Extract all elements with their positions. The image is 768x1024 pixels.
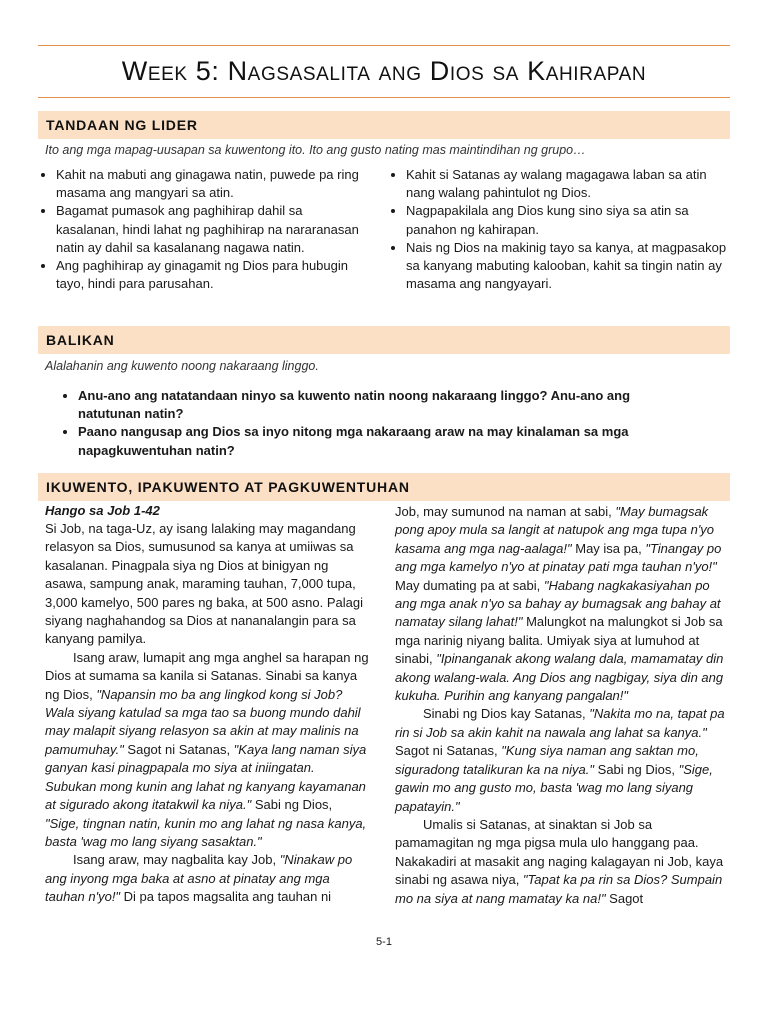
top-rule (38, 45, 730, 46)
list-item: • Kahit si Satanas ay walang magagawa laban sa atin nang walang pahintulot ng Dios. (406, 166, 733, 202)
list-item: • Kahit na mabuti ang ginagawa natin, puwede pa ring masama ang mangyari sa atin. (56, 166, 368, 202)
review-questions (60, 387, 690, 460)
story-column-right (395, 503, 725, 908)
story-paragraph: Umalis si Satanas, at sinaktan si Job sa pamamagitan ng mga pigsa mula ulo hanggang paa. Nakakadiri at masakit ang naging kalagayan ni Job, kaya sinabi ng asawa niya, "Tapat ka pa rin sa Dios? Sumpain mo na siya at nang mamatay ka na!" Sagot (395, 816, 724, 906)
title-underline (38, 97, 730, 98)
story-paragraph: Isang araw, may nagbalita kay Job, "Ninakaw po ang inyong mga baka at asno at pinatay ang mga tauhan n'yo!" Di pa tapos magsalita ang tauhan ni (45, 852, 353, 905)
list-item: • Bagamat pumasok ang paghihirap dahil sa kasalanan, hindi lahat ng paghihirap na nararanasan natin ay dahil sa kasalanang nagawa natin. (56, 202, 368, 257)
page-number: 5-1 (376, 936, 392, 948)
page-title: Week 5: Nagsasalita ang Dios sa Kahirapan (121, 56, 647, 86)
list-item: • Anu-ano ang natatandaan ninyo sa kuwento natin noong nakaraang linggo? Anu-ano ang natutunan natin? (78, 387, 690, 423)
section-header-story: IKUWENTO, IPAKUWENTO AT PAGKUWENTUHAN (38, 473, 730, 501)
story-paragraph: Sinabi ng Dios kay Satanas, "Nakita mo na, tapat pa rin si Job sa akin kahit na nawala ang lahat sa kanya." Sagot ni Satanas, "Kung siya naman ang saktan mo, siguradong tatalikuran ka na niya." Sabi ng Dios, "Sige, gawin mo ang gusto mo, basta 'wag mo lang siyang papatayin." (395, 706, 725, 814)
story-paragraph: Si Job, na taga-Uz, ay isang lalaking may magandang relasyon sa Dios, sumusunod sa kanya at umiiwas sa kasalanan. Pinagpala siya ng Dios at binigyan ng asawa, sampung anak, maraming tauhan, 7,000 tupa, 3,000 kamelyo, 500 pares ng baka, at 500 asno. Palagi siyang naghahandog sa Dios at nananalangin para sa kanyang pamilya. (45, 521, 363, 647)
leader-points-left (38, 166, 368, 293)
review-intro: Alalahanin ang kuwento noong nakaraang linggo. (45, 359, 319, 373)
list-item: • Nais ng Dios na makinig tayo sa kanya, at magpasakop sa kanyang mabuting kalooban, kahit sa tingin natin ay masama ang nangyayari. (406, 239, 733, 294)
list-item: • Paano nangusap ang Dios sa inyo nitong mga nakaraang araw na may kinalaman sa mga napagkuwentuhan natin? (78, 423, 690, 459)
leader-intro: Ito ang mga mapag-uusapan sa kuwentong ito. Ito ang gusto nating mas maintindihan ng grupo… (45, 143, 586, 157)
section-header-leader-notes: TANDAAN NG LIDER (38, 111, 730, 139)
list-item: • Ang paghihirap ay ginagamit ng Dios para hubugin tayo, hindi para parusahan. (56, 257, 368, 293)
section-header-review: BALIKAN (38, 326, 730, 354)
story-paragraph: Isang araw, lumapit ang mga anghel sa harapan ng Dios at sumama sa kanila si Satanas. Sinabi sa kanya ng Dios, "Napansin mo ba ang lingkod kong si Job? Wala siyang katulad sa mga tao sa buong mundo dahil may malapit siyang relasyon sa akin at may malinis na pamumuhay." Sagot ni Satanas, "Kaya lang naman siya ganyan kasi pinagpapala mo siya at iniingatan. Subukan mong kunin ang lahat ng kanyang kayamanan at sigurado akong itatakwil ka niya." Sabi ng Dios, "Sige, tingnan natin, kunin mo ang lahat ng nasa kanya, basta 'wag mo lang siyang sasaktan." (45, 649, 369, 849)
story-source: Hango sa Job 1-42 (45, 503, 160, 518)
story-paragraph: Job, may sumunod na naman at sabi, "May bumagsak pong apoy mula sa langit at natupok ang mga tupa n'yo kasama ang mga nag-aalaga!" May isa pa, "Tinangay po ang mga kamelyo n'yo at pinatay pati mga tauhan n'yo!" May dumating pa at sabi, "Habang nagkakasiyahan po ang mga anak n'yo sa bahay ay bumagsak ang bahay at namatay silang lahat!" Malungkot na malungkot si Job sa mga narinig niyang balita. Umiyak siya at lumuhod at sinabi, "Ipinanganak akong walang dala, mamamatay din akong walang-wala. Ang Dios ang nagbigay, siya din ang kukuha. Purihin ang kanyang pangalan!" (395, 504, 724, 704)
list-item: • Nagpapakilala ang Dios kung sino siya sa atin sa panahon ng kahirapan. (406, 202, 733, 238)
story-column-left (45, 503, 369, 907)
leader-points-right (388, 166, 733, 293)
